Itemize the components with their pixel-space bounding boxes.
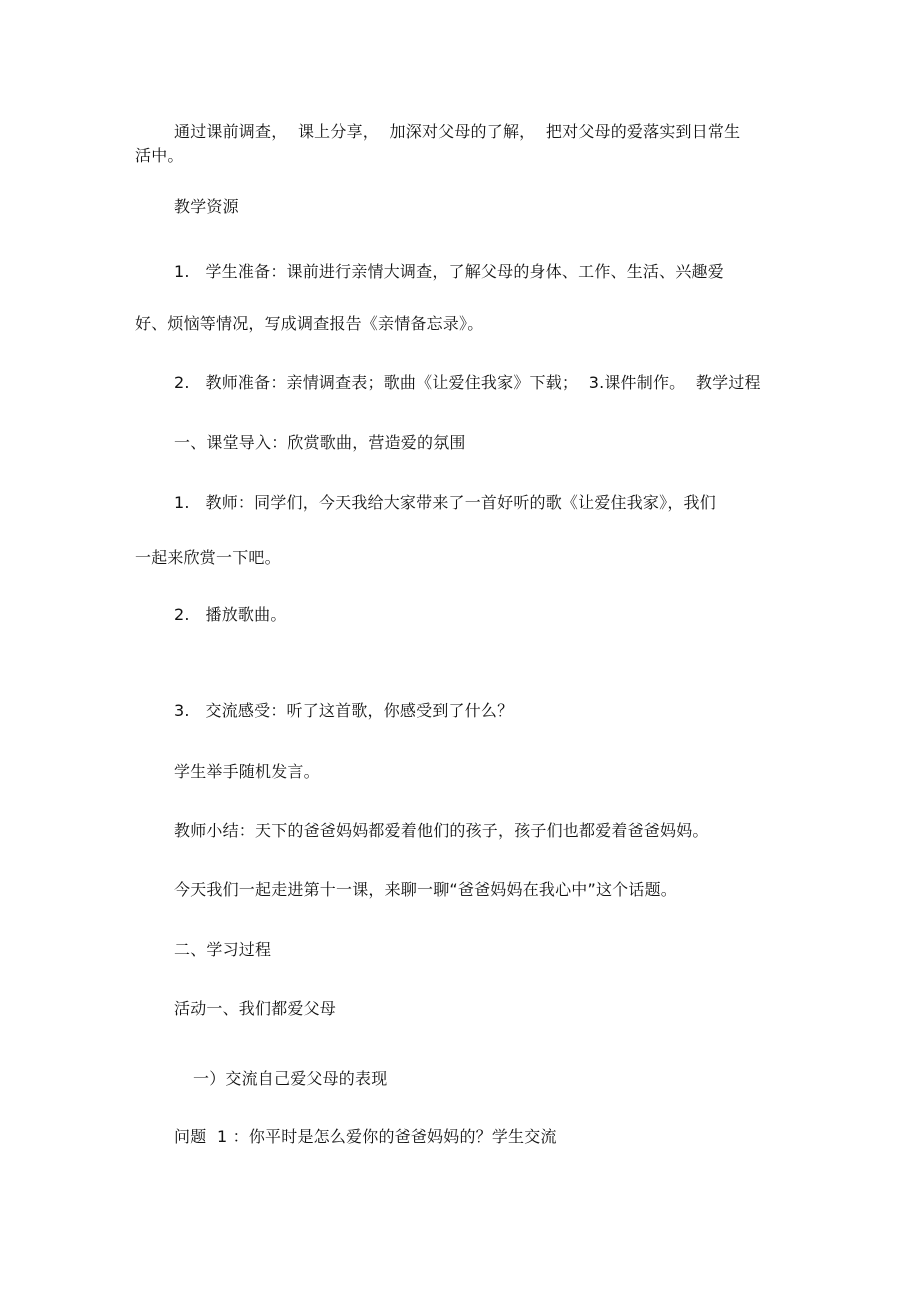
- resource-item-2: 2. 教师准备：亲情调查表；歌曲《让爱住我家》下载； 3.课件制作。 教学过程: [174, 373, 761, 392]
- teacher-summary: 教师小结：天下的爸爸妈妈都爱着他们的孩子，孩子们也都爱着爸爸妈妈。: [174, 821, 709, 840]
- activity-heading-1: 活动一、我们都爱父母: [174, 999, 337, 1018]
- resource-item-1-line-2: 好、烦恼等情况，写成调查报告《亲情备忘录》。: [135, 314, 484, 333]
- intro-paragraph-line-2: 活中。: [135, 146, 184, 165]
- resource-item-1-line-1: 1. 学生准备：课前进行亲情大调查，了解父母的身体、工作、生活、兴趣爱: [174, 262, 724, 281]
- section-heading-learning: 二、学习过程: [174, 940, 272, 959]
- activity-subheading-1: 一）交流自己爱父母的表现: [193, 1069, 388, 1088]
- student-response-note: 学生举手随机发言。: [174, 762, 320, 781]
- intro-step-3: 3. 交流感受：听了这首歌，你感受到了什么？: [174, 701, 514, 720]
- section-heading-intro: 一、课堂导入：欣赏歌曲，营造爱的氛围: [174, 433, 466, 452]
- intro-step-1-line-1: 1. 教师：同学们，今天我给大家带来了一首好听的歌《让爱住我家》，我们: [174, 493, 716, 512]
- intro-paragraph-line-1: 通过课前调查， 课上分享， 加深对父母的了解， 把对父母的爱落实到日常生: [174, 122, 741, 141]
- intro-step-2: 2. 播放歌曲。: [174, 605, 287, 624]
- section-heading-resources: 教学资源: [174, 197, 239, 216]
- question-1: 问题 1 ：你平时是怎么爱你的爸爸妈妈的？学生交流: [174, 1127, 557, 1146]
- lesson-topic-intro: 今天我们一起走进第十一课，来聊一聊“爸爸妈妈在我心中”这个话题。: [174, 880, 677, 899]
- intro-step-1-line-2: 一起来欣赏一下吧。: [135, 548, 281, 567]
